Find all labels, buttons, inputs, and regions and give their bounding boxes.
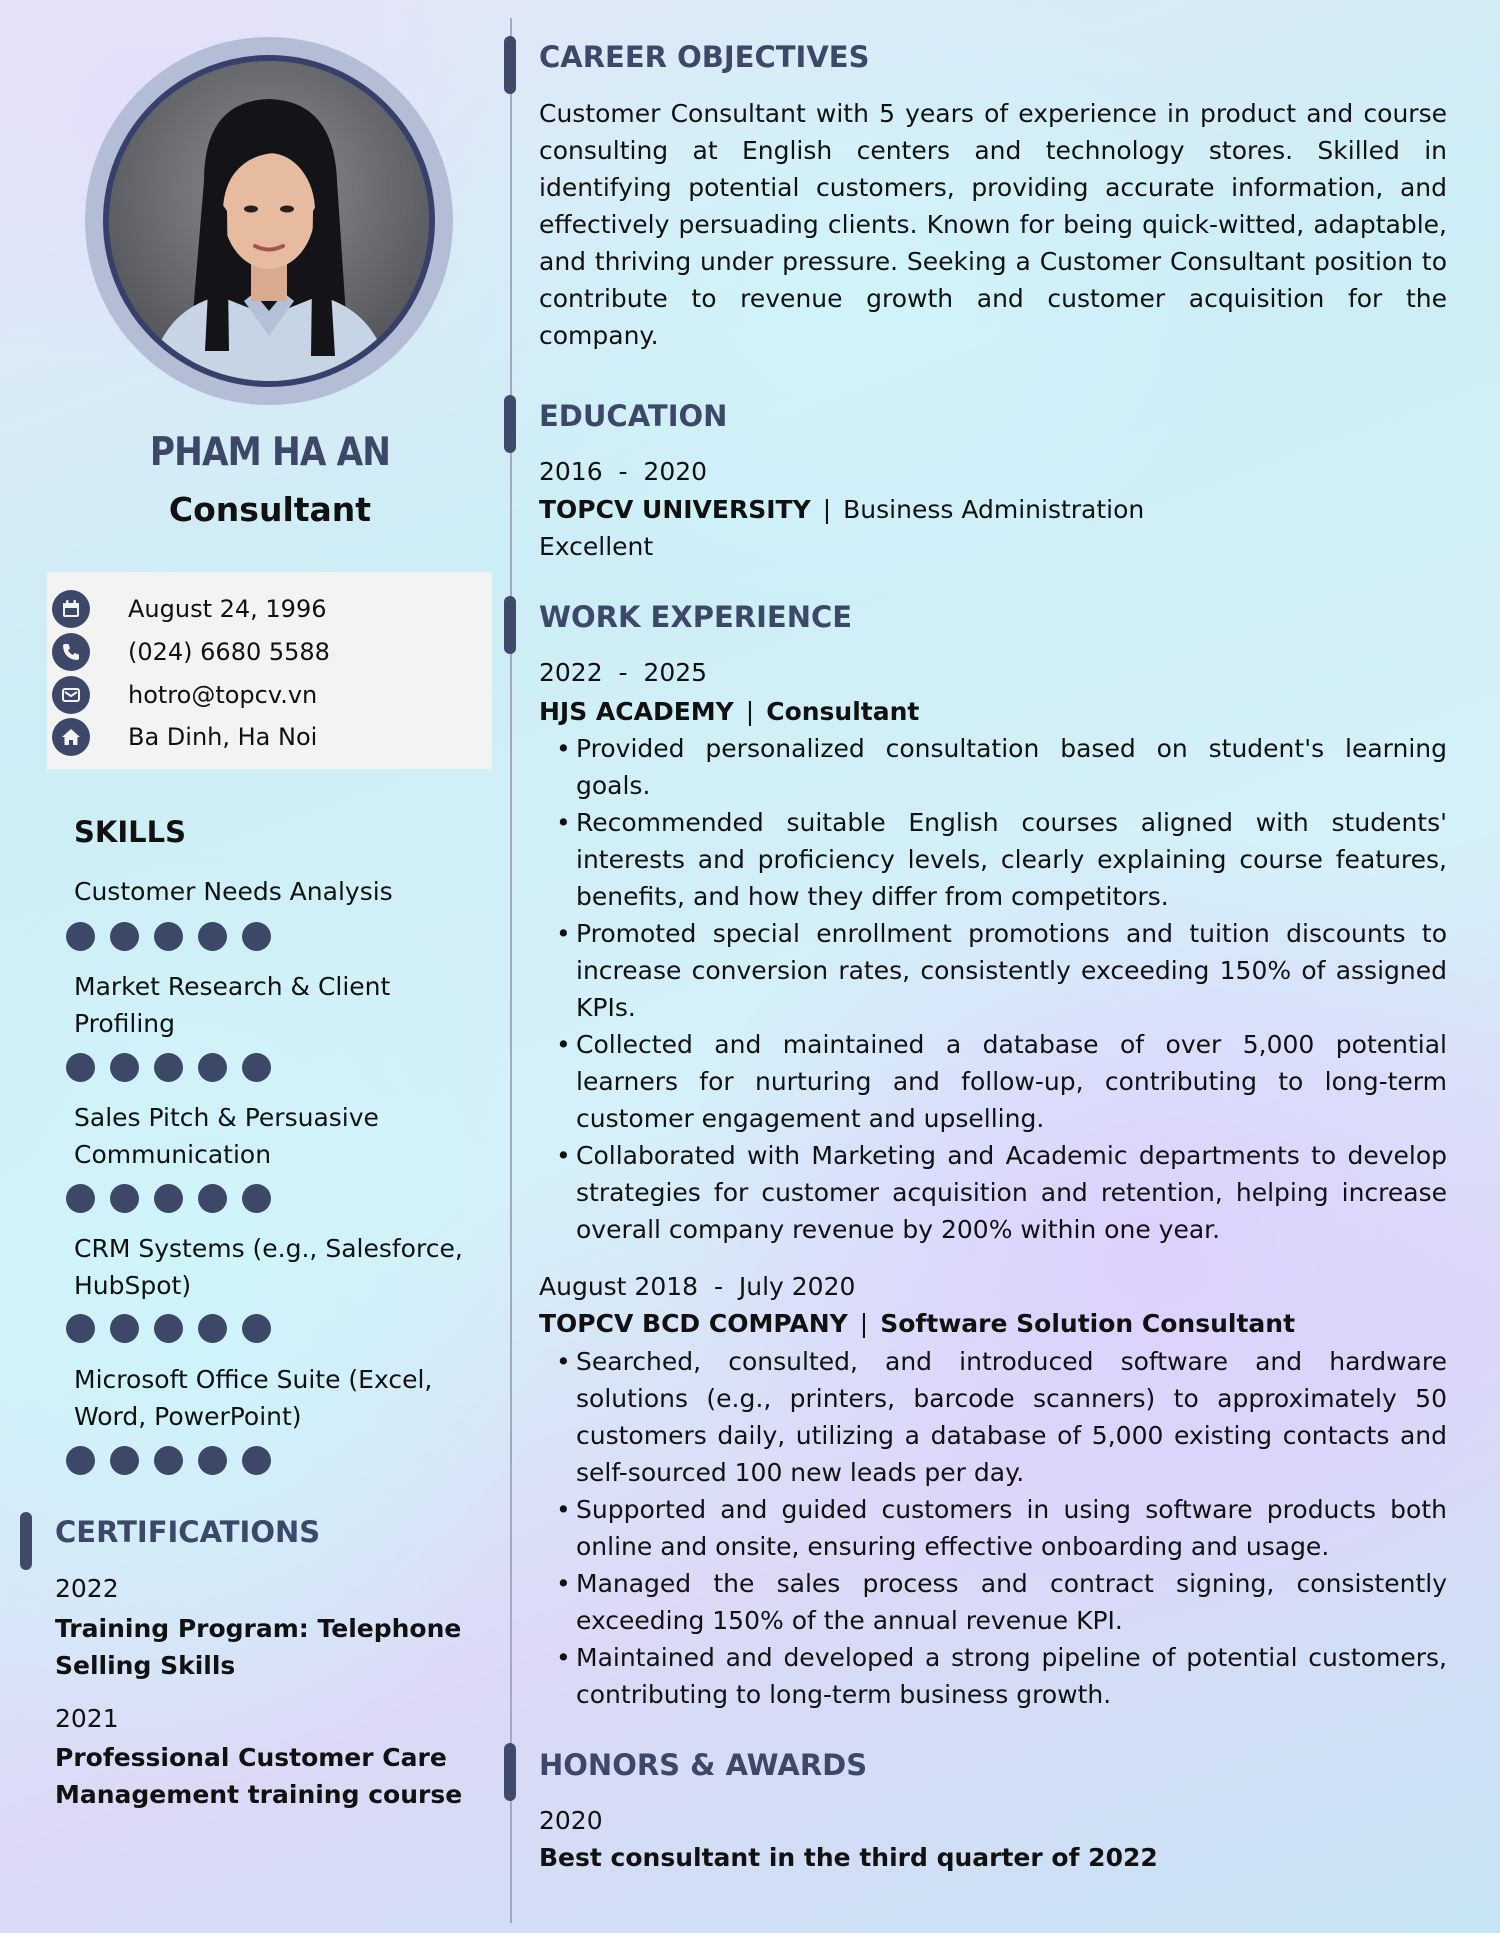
skill-name: CRM Systems (e.g., Salesforce, HubSpot): [74, 1234, 463, 1300]
honors-year: 2020: [539, 1806, 603, 1835]
education-period: 2016 - 2020: [539, 457, 708, 486]
education-line: [539, 495, 1144, 524]
rating-dot: [110, 1314, 139, 1343]
job-position: Software Solution Consultant: [880, 1309, 1296, 1338]
education-title: EDUCATION: [539, 399, 728, 433]
phone-icon: [52, 633, 90, 671]
job-bullets: [539, 730, 1447, 1248]
rating-dot: [66, 1184, 95, 1213]
job-bullet: • Supported and guided customers in using software products both online and onsite, ensuring effective onboarding and usage.: [539, 1491, 1447, 1565]
contact-birthday: August 24, 1996: [128, 595, 327, 623]
rating-dot: [110, 922, 139, 951]
profile-name: PHAM HA AN: [149, 430, 391, 475]
skill-name: Market Research & Client Profiling: [74, 972, 391, 1038]
avatar: [103, 55, 435, 387]
career-text: Customer Consultant with 5 years of experience in product and course consulting at English centers and technology stores. Skilled in identifying potential customers, providing accurate information, and effectively persuading clients. Known for being quick-witted, adaptable, and thriving under pressure. Seeking a Customer Consultant position to contribute to revenue growth and customer acquisition for the company.: [539, 99, 1447, 350]
rating-dot: [198, 1053, 227, 1082]
rating-dot: [66, 1446, 95, 1475]
rating-dot: [154, 1053, 183, 1082]
rating-dot: [66, 922, 95, 951]
rating-dot: [198, 1446, 227, 1475]
rating-dot: [198, 1184, 227, 1213]
skill-name: Microsoft Office Suite (Excel, Word, PowerPoint): [74, 1365, 433, 1431]
work-title: WORK EXPERIENCE: [539, 600, 853, 634]
certification-name: Training Program: Telephone Selling Skills: [55, 1614, 462, 1680]
education-major: Business Administration: [843, 495, 1145, 524]
skill-name: Customer Needs Analysis: [74, 877, 393, 906]
rating-dot: [154, 1314, 183, 1343]
education-marker: [504, 395, 516, 453]
certifications-marker: [20, 1512, 32, 1570]
skill-name: Sales Pitch & Persuasive Communication: [74, 1103, 379, 1169]
rating-dot: [154, 922, 183, 951]
rating-dot: [154, 1446, 183, 1475]
rating-dot: [242, 1184, 271, 1213]
profile-role: Consultant: [168, 490, 372, 529]
job-heading: [539, 1309, 1295, 1338]
home-icon: [52, 718, 90, 756]
job-company: TOPCV BCD COMPANY: [539, 1309, 848, 1338]
education-school: TOPCV UNIVERSITY: [539, 495, 811, 524]
job-company: HJS ACADEMY: [539, 697, 734, 726]
job-bullets: [539, 1343, 1447, 1713]
rating-dot: [242, 922, 271, 951]
certification-name: Professional Customer Care Management training course: [55, 1743, 463, 1809]
rating-dot: [110, 1053, 139, 1082]
contact-address: Ba Dinh, Ha Noi: [128, 723, 318, 751]
job-heading: [539, 697, 919, 726]
skill-rating: [66, 1314, 271, 1343]
job-bullet: • Maintained and developed a strong pipeline of potential customers, contributing to long-term business growth.: [539, 1639, 1447, 1713]
job-period: August 2018 - July 2020: [539, 1272, 856, 1301]
rating-dot: [66, 1314, 95, 1343]
rating-dot: [242, 1314, 271, 1343]
job-bullet: • Managed the sales process and contract signing, consistently exceeding 150% of the annual revenue KPI.: [539, 1565, 1447, 1639]
job-separator: |: [859, 1309, 869, 1338]
skill-rating: [66, 922, 271, 951]
rating-dot: [66, 1053, 95, 1082]
honors-marker: [504, 1743, 516, 1801]
career-title: CAREER OBJECTIVES: [539, 40, 870, 74]
career-marker: [504, 36, 516, 94]
rating-dot: [110, 1184, 139, 1213]
honors-title: HONORS & AWARDS: [539, 1748, 868, 1782]
contact-phone-row: [52, 632, 330, 672]
rating-dot: [198, 1314, 227, 1343]
job-separator: |: [745, 697, 755, 726]
rating-dot: [242, 1053, 271, 1082]
rating-dot: [198, 922, 227, 951]
job-bullet: • Collected and maintained a database of over 5,000 potential learners for nurturing and follow-up, contributing to long-term customer engagement and upselling.: [539, 1026, 1447, 1137]
skills-title: SKILLS: [74, 815, 186, 849]
job-bullet: • Provided personalized consultation based on student's learning goals.: [539, 730, 1447, 804]
work-marker: [504, 596, 516, 654]
calendar-icon: [52, 590, 90, 628]
education-grade: Excellent: [539, 532, 654, 561]
job-bullet: • Searched, consulted, and introduced software and hardware solutions (e.g., printers, barcode scanners) to approximately 50 customers daily, utilizing a database of 5,000 existing contacts and self-sourced 100 new leads per day.: [539, 1343, 1447, 1491]
mail-icon: [52, 676, 90, 714]
contact-box: [47, 572, 492, 769]
job-bullet: • Recommended suitable English courses aligned with students' interests and proficiency levels, clearly explaining course features, benefits, and how they differ from competitors.: [539, 804, 1447, 915]
contact-address-row: [52, 717, 318, 757]
job-position: Consultant: [766, 697, 920, 726]
contact-email: hotro@topcv.vn: [128, 681, 318, 709]
job-period: 2022 - 2025: [539, 658, 708, 687]
education-separator: |: [822, 495, 832, 524]
contact-birthday-row: [52, 589, 327, 629]
certification-year: 2022: [55, 1574, 119, 1603]
column-divider: [510, 18, 512, 1923]
contact-email-row: [52, 675, 318, 715]
certifications-title: CERTIFICATIONS: [55, 1515, 321, 1549]
certification-year: 2021: [55, 1704, 119, 1733]
rating-dot: [154, 1184, 183, 1213]
contact-phone: (024) 6680 5588: [128, 638, 330, 666]
skill-rating: [66, 1184, 271, 1213]
skill-rating: [66, 1053, 271, 1082]
avatar-portrait: [109, 61, 429, 381]
rating-dot: [110, 1446, 139, 1475]
rating-dot: [242, 1446, 271, 1475]
job-bullet: • Collaborated with Marketing and Academic departments to develop strategies for customer acquisition and retention, helping increase overall company revenue by 200% within one year.: [539, 1137, 1447, 1248]
job-bullet: • Promoted special enrollment promotions and tuition discounts to increase conversion rates, consistently exceeding 150% of assigned KPIs.: [539, 915, 1447, 1026]
honors-award: Best consultant in the third quarter of 2022: [539, 1843, 1158, 1872]
skill-rating: [66, 1446, 271, 1475]
